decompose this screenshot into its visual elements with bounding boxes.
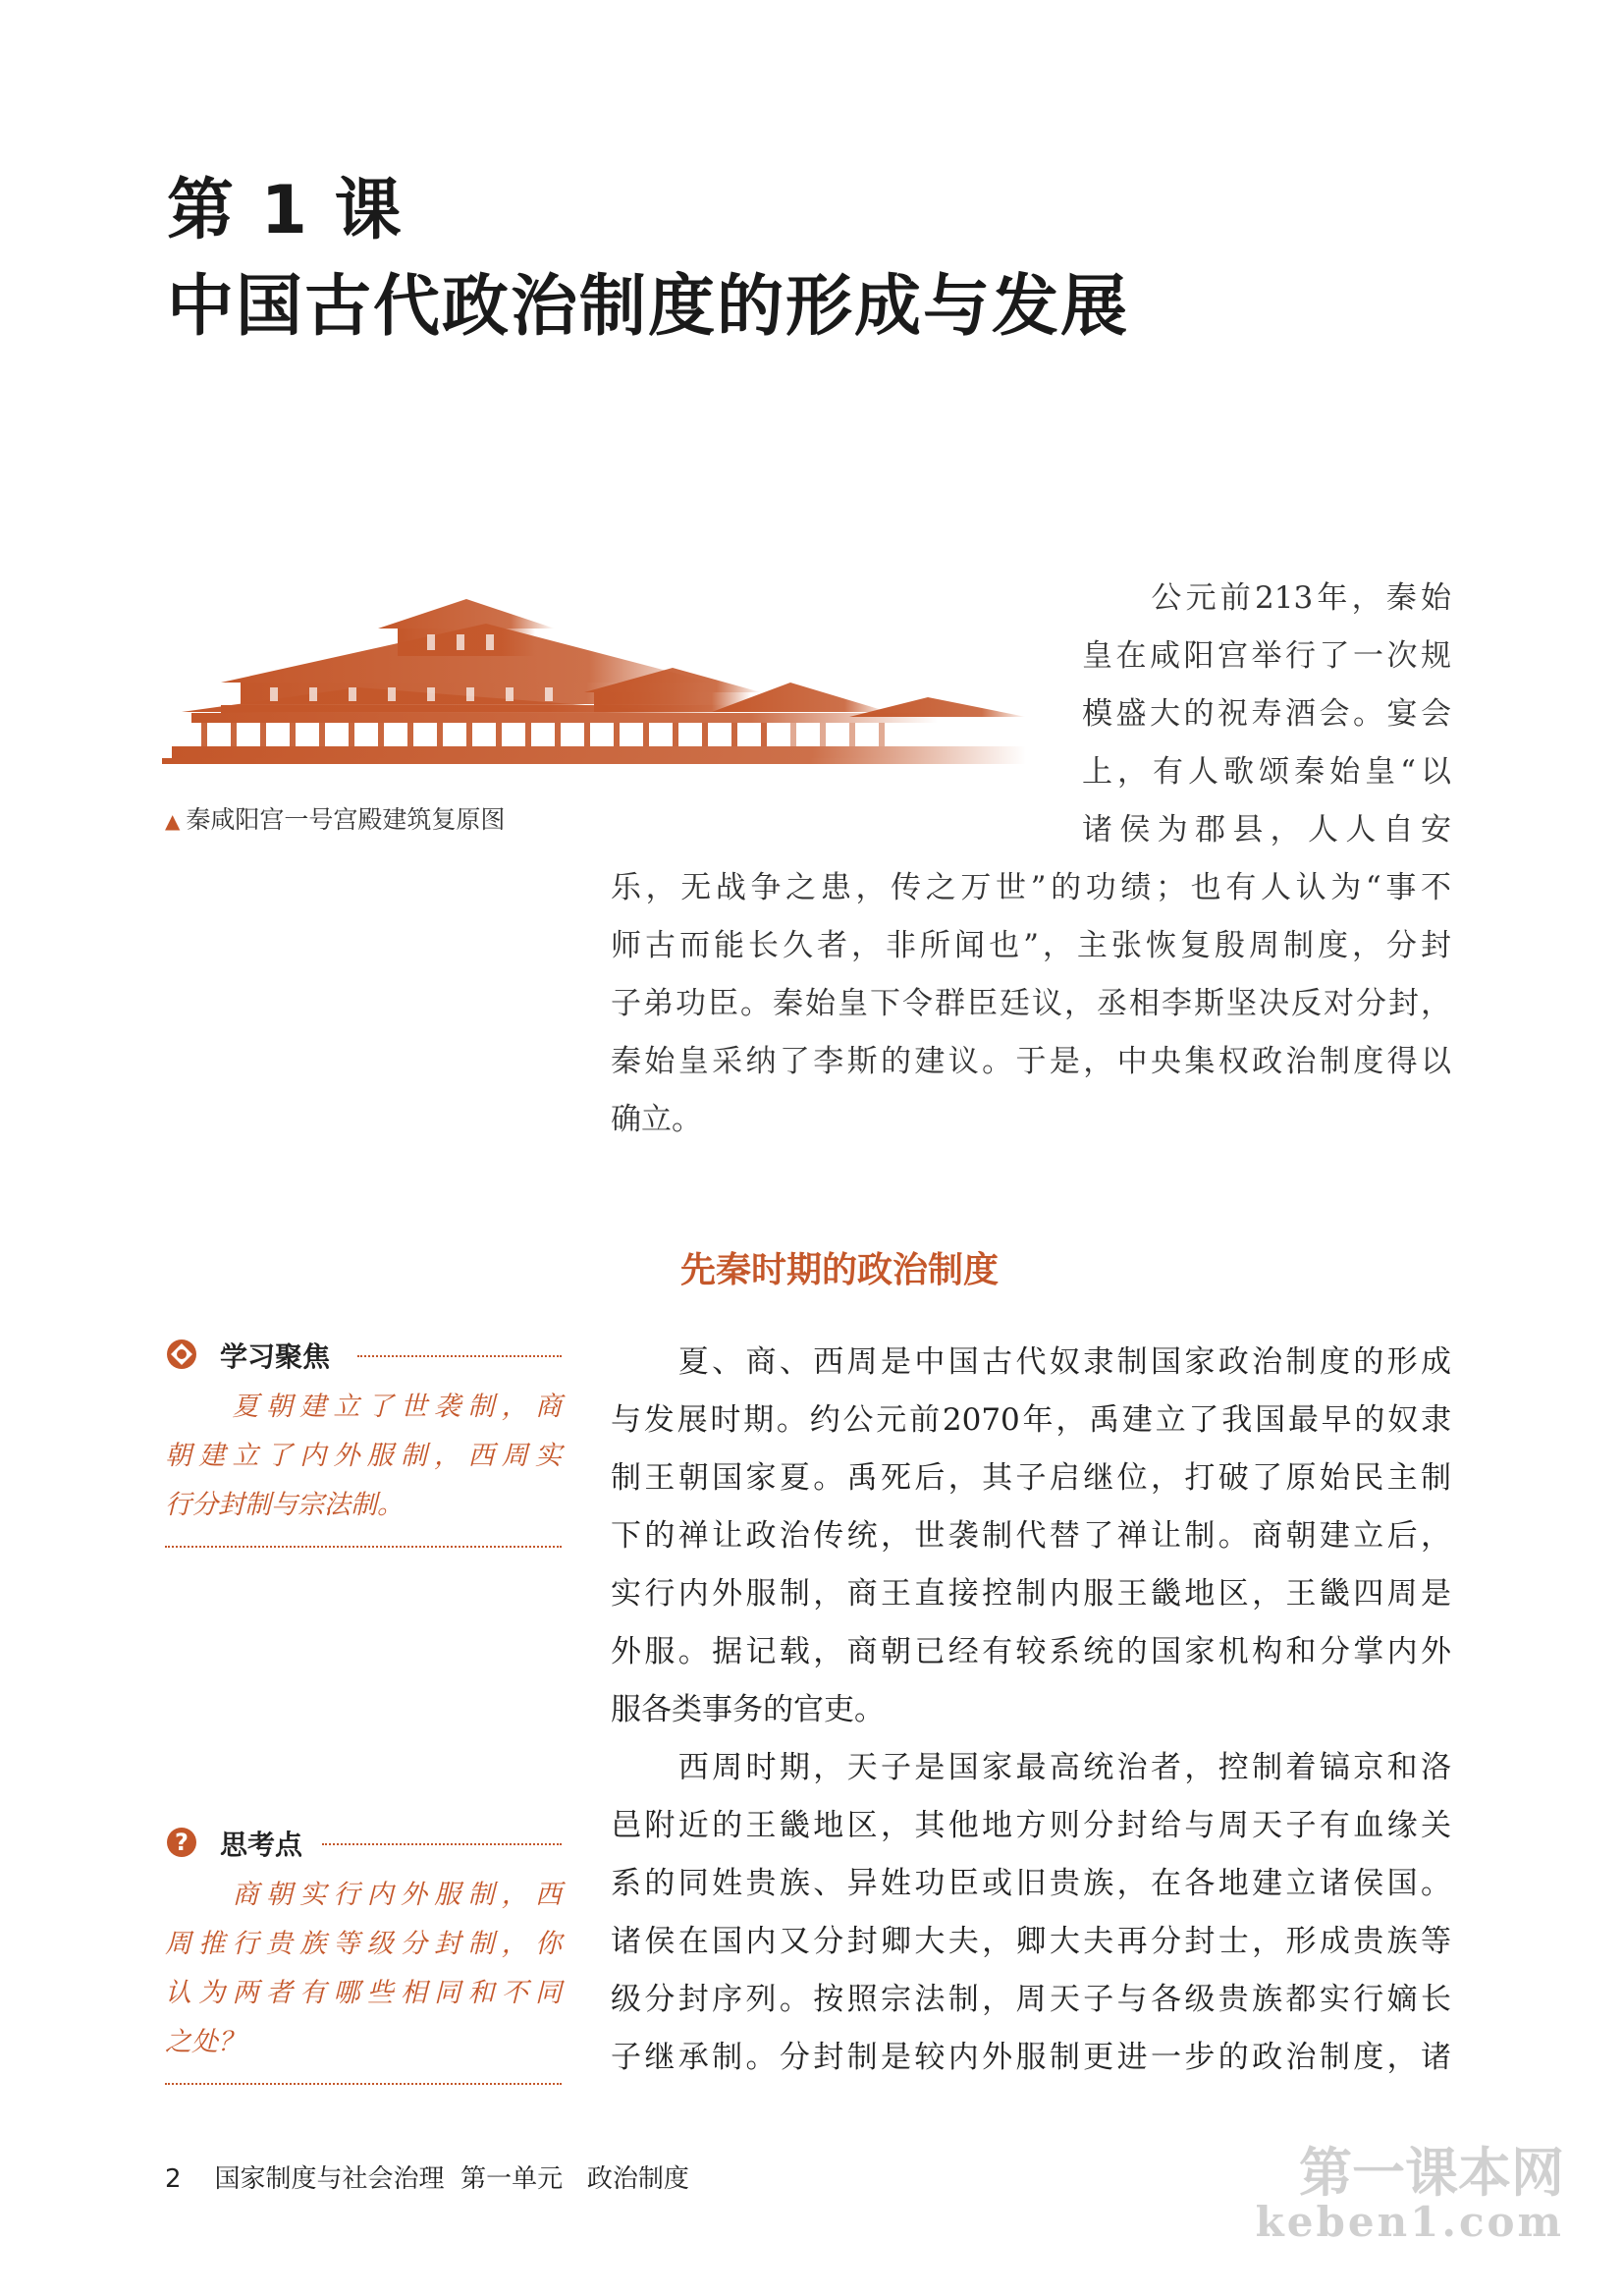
- body-line: 西周时期，天子是国家最高统治者，控制着镐京和洛: [611, 1750, 1451, 1785]
- intro-line: 子弟功臣。秦始皇下令群臣廷议，丞相李斯坚决反对分封，: [611, 986, 1451, 1021]
- study-focus-label: 学习聚焦: [220, 1340, 331, 1373]
- think-point-line: 商朝实行内外服制，西: [165, 1880, 562, 1910]
- dotted-divider: [322, 1843, 562, 1845]
- lesson-title: 中国古代政治制度的形成与发展: [167, 268, 1130, 346]
- body-text: [611, 1334, 1451, 2087]
- footer-text: 国家制度与社会治理 第一单元 政治制度: [214, 2164, 689, 2194]
- dotted-divider: [165, 2083, 562, 2085]
- intro-line: 秦始皇采纳了李斯的建议。于是，中央集权政治制度得以: [611, 1044, 1451, 1079]
- body-line: 与发展时期。约公元前2070年，禹建立了我国最早的奴隶: [611, 1402, 1451, 1438]
- dotted-divider: [165, 1546, 562, 1548]
- watermark-text: 第一课本网: [1299, 2142, 1564, 2204]
- figure-caption: [165, 800, 505, 836]
- intro-line: 乐，无战争之患，传之万世”的功绩；也有人认为“事不: [611, 870, 1451, 905]
- think-point-box: [165, 1822, 562, 2085]
- think-point-text: [165, 1865, 562, 2067]
- intro-paragraph: [611, 570, 1451, 1149]
- body-line: 下的禅让政治传统，世袭制代替了禅让制。商朝建立后，: [611, 1518, 1451, 1554]
- body-line: 实行内外服制，商王直接控制内服王畿地区，王畿四周是: [611, 1576, 1451, 1612]
- page-footer: [165, 2159, 689, 2195]
- target-icon: [165, 1338, 198, 1371]
- study-focus-line: 夏朝建立了世袭制，商: [165, 1392, 562, 1422]
- intro-line: 模盛大的祝寿酒会。宴会: [1082, 696, 1451, 732]
- dotted-divider: [357, 1355, 562, 1357]
- study-focus-box: [165, 1334, 562, 1548]
- body-line: 邑附近的王畿地区，其他地方则分封给与周天子有血缘关: [611, 1808, 1451, 1843]
- intro-line: 师古而能长久者，非所闻也”，主张恢复殷周制度，分封: [611, 928, 1451, 963]
- study-focus-line: 行分封制与宗法制。: [165, 1490, 404, 1520]
- body-line: 服各类事务的官吏。: [611, 1692, 885, 1727]
- study-focus-text: [165, 1377, 562, 1530]
- svg-text:?: ?: [175, 1829, 189, 1856]
- watermark-url: keben1.com: [1255, 2198, 1564, 2246]
- body-line: 系的同姓贵族、异姓功臣或旧贵族，在各地建立诸侯国。: [611, 1866, 1451, 1901]
- body-line: 外服。据记载，商朝已经有较系统的国家机构和分掌内外: [611, 1634, 1451, 1669]
- page-number: 2: [165, 2164, 182, 2194]
- intro-line: 诸侯为郡县，人人自安: [1082, 812, 1451, 847]
- intro-line: 确立。: [611, 1102, 702, 1137]
- study-focus-line: 朝建立了内外服制，西周实: [165, 1441, 562, 1471]
- body-line: 诸侯在国内又分封卿大夫，卿大夫再分封士，形成贵族等: [611, 1924, 1451, 1959]
- think-point-line: 之处？: [165, 2027, 244, 2057]
- think-point-label: 思考点: [220, 1829, 303, 1861]
- body-line: 子继承制。分封制是较内外服制更进一步的政治制度，诸: [611, 2040, 1451, 2075]
- intro-line: 公元前213年，秦始: [1082, 580, 1451, 616]
- triangle-marker-icon: ▲: [165, 809, 181, 833]
- body-line: 夏、商、西周是中国古代奴隶制国家政治制度的形成: [611, 1344, 1451, 1380]
- lesson-number: 第 1 课: [167, 172, 404, 249]
- intro-line: 皇在咸阳宫举行了一次规: [1082, 638, 1451, 674]
- section-title: 先秦时期的政治制度: [680, 1250, 1000, 1290]
- body-line: 制王朝国家夏。禹死后，其子启继位，打破了原始民主制: [611, 1460, 1451, 1496]
- study-focus-header: [165, 1334, 562, 1377]
- figure-caption-text: 秦咸阳宫一号宫殿建筑复原图: [186, 805, 506, 834]
- body-line: 级分封序列。按照宗法制，周天子与各级贵族都实行嫡长: [611, 1982, 1451, 2017]
- think-point-line: 周推行贵族等级分封制，你: [165, 1929, 562, 1959]
- think-point-line: 认为两者有哪些相同和不同: [165, 1978, 562, 2008]
- question-icon: [165, 1826, 198, 1859]
- intro-line: 上，有人歌颂秦始皇“以: [1082, 754, 1451, 790]
- think-point-header: [165, 1822, 562, 1865]
